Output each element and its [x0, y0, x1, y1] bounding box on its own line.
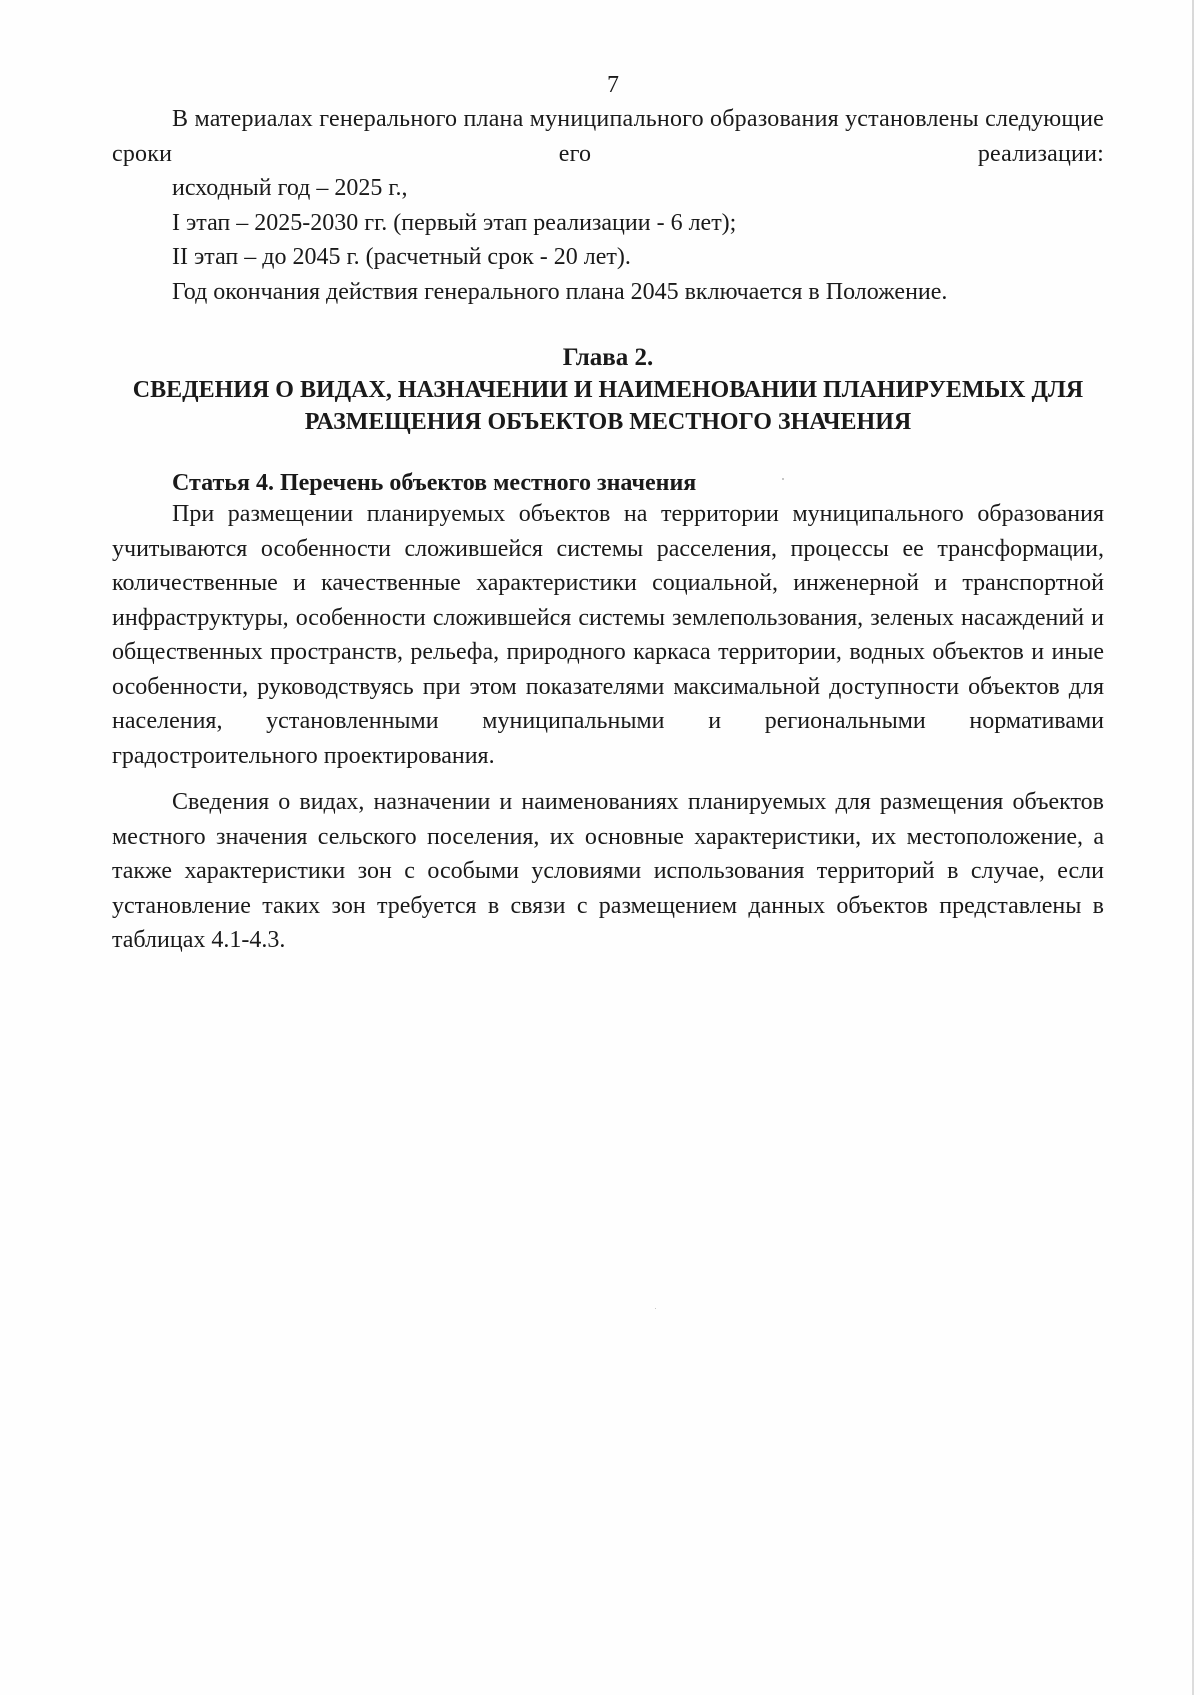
- scan-speck: [782, 478, 784, 480]
- intro-line-end-year: Год окончания действия генерального плана 2045 включается в Положение.: [172, 278, 948, 305]
- article-paragraph-1: При размещении планируемых объектов на территории муниципального образования учитываются особенности сложившейся системы расселения, процессы ее трансформации, количественные и качественные характеристики социальной, инженерной и транспортной инфраструктуры, особенности сложившейся системы землепользования, зеленых насаждений и общественных пространств, рельефа, природного каркаса территории, водных объектов и иные особенности, руководствуясь при этом показателями максимальной доступности объектов для населения, установленными муниципальными и региональными нормативами градостроительного проектирования.: [112, 501, 1104, 769]
- intro-line-stage-2: II этап – до 2045 г. (расчетный срок - 20 лет).: [172, 244, 631, 270]
- intro-section: [112, 102, 1104, 309]
- intro-line-stage-1: I этап – 2025-2030 гг. (первый этап реализации - 6 лет);: [172, 209, 737, 236]
- scan-speck: [655, 1308, 656, 1309]
- page-number: 7: [607, 72, 619, 98]
- intro-paragraph: В материалах генерального плана муниципального образования установлены следующие сроки его реализации:: [112, 106, 1104, 167]
- article-body: [112, 497, 1104, 958]
- intro-line-base-year: исходный год – 2025 г.,: [172, 175, 408, 201]
- chapter-title-line-1: СВЕДЕНИЯ О ВИДАХ, НАЗНАЧЕНИИ И НАИМЕНОВАНИИ ПЛАНИРУЕМЫХ ДЛЯ: [132, 377, 1084, 403]
- chapter-heading: [112, 342, 1104, 438]
- chapter-title-line-2: РАЗМЕЩЕНИЯ ОБЪЕКТОВ МЕСТНОГО ЗНАЧЕНИЯ: [304, 409, 912, 435]
- article-heading: Статья 4. Перечень объектов местного значения: [172, 470, 697, 496]
- scan-edge-shadow: [1192, 0, 1194, 1695]
- article-paragraph-2: Сведения о видах, назначении и наименованиях планируемых для размещения объектов местного значения сельского поселения, их основные характеристики, их местоположение, а также характеристики зон с особыми условиями использования территорий в случае, если установление таких зон требуется в связи с размещением данных объектов представлены в таблицах 4.1-4.3.: [112, 789, 1104, 953]
- chapter-number: Глава 2.: [562, 344, 654, 371]
